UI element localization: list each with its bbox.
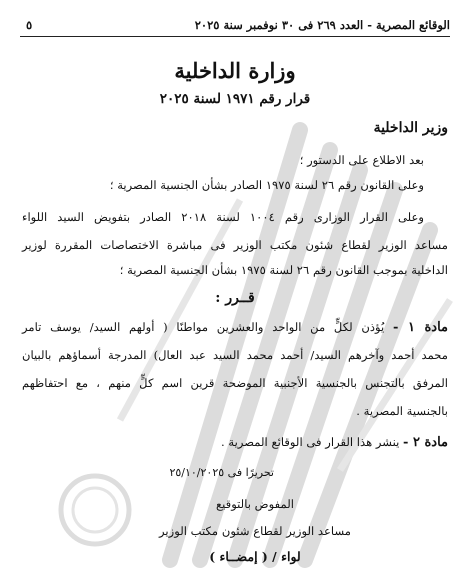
article1-label: مادة ١ - (392, 320, 449, 335)
signature-line: لواء / ( إمضــاء ) (209, 549, 301, 564)
ministry-title: وزارة الداخلية (174, 58, 296, 83)
decides-heading: قــرر : (215, 290, 255, 306)
article2-label: مادة ٢ - (403, 435, 448, 450)
article2-line (22, 431, 448, 454)
header-title: الوقائع المصرية - العدد ٢٦٩ فى ٣٠ نوفمبر سنة ٢٠٢٥ (194, 18, 450, 32)
page-number: ٥ (26, 18, 33, 32)
article1-line3: المرفق بالتجنس بالجنسية الأجنبية الموضحة قرين اسم كلٍّ منهم ، مع احتفاظهم (22, 376, 448, 390)
preamble-decision-line3: الداخلية بموجب القانون رقم ٢٦ لسنة ١٩٧٥ بشأن الجنسية المصرية ؛ (119, 263, 448, 277)
issue-date: تحريرًا فى ٢٥/١٠/٢٠٢٥ (169, 466, 274, 479)
article1-text1: يُؤذن لكلٍّ من الواحد والعشرين مواطنًا ( أولهم السيد/ يوسف تامر (22, 320, 385, 334)
article2-text: ينشر هذا القرار فى الوقائع المصرية . (221, 435, 400, 449)
issuer-title: وزير الداخلية (373, 120, 448, 136)
preamble-decision-line2: مساعد الوزير لقطاع شئون مكتب الوزير فى مباشرة الاختصاصات المقررة لوزير (22, 238, 448, 252)
article1-line2: محمد أحمد وآخرهم السيد/ أحمد محمد السيد عبد العال) المدرجة أسماؤهم بالبيان (22, 348, 448, 362)
delegate-line: المفوض بالتوقيع (215, 497, 294, 511)
preamble-law: وعلى القانون رقم ٢٦ لسنة ١٩٧٥ الصادر بشأن الجنسية المصرية ؛ (109, 178, 424, 192)
article1-line1 (22, 316, 448, 339)
preamble-decision-line1: وعلى القرار الوزارى رقم ١٠٠٤ لسنة ٢٠١٨ الصادر بتفويض السيد اللواء (22, 210, 424, 224)
decree-number: قرار رقم ١٩٧١ لسنة ٢٠٢٥ (159, 91, 311, 107)
article1-line4: بالجنسية المصرية . (356, 404, 448, 418)
preamble-constitution: بعد الاطلاع على الدستور ؛ (299, 153, 424, 167)
assistant-minister-line: مساعد الوزير لقطاع شئون مكتب الوزير (158, 524, 352, 538)
gazette-header (20, 14, 450, 37)
